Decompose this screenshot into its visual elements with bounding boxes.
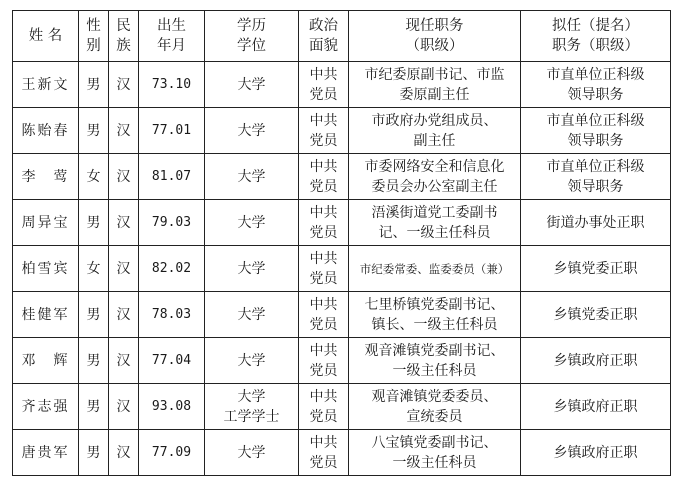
table-row	[13, 108, 671, 154]
cell-current-position: 观音滩镇党委委员、 宣统委员	[349, 384, 521, 430]
cell-politics: 中共 党员	[299, 292, 349, 338]
cell-politics: 中共 党员	[299, 246, 349, 292]
cell-proposed-position: 乡镇政府正职	[521, 384, 671, 430]
cell-birth: 81.07	[139, 154, 205, 200]
cell-current-position: 七里桥镇党委副书记、 镇长、一级主任科员	[349, 292, 521, 338]
cell-proposed-position: 市直单位正科级 领导职务	[521, 108, 671, 154]
cell-education: 大学	[205, 246, 299, 292]
cell-name: 齐志强	[13, 384, 79, 430]
table-row	[13, 246, 671, 292]
cell-gender: 男	[79, 200, 109, 246]
table-row	[13, 62, 671, 108]
header-education: 学历 学位	[205, 11, 299, 62]
cell-education: 大学	[205, 338, 299, 384]
cell-education: 大学	[205, 154, 299, 200]
cell-name: 王新文	[13, 62, 79, 108]
cell-proposed-position: 街道办事处正职	[521, 200, 671, 246]
cell-politics: 中共 党员	[299, 62, 349, 108]
cell-proposed-position: 乡镇政府正职	[521, 338, 671, 384]
cell-gender: 男	[79, 108, 109, 154]
cell-proposed-position: 乡镇党委正职	[521, 292, 671, 338]
table-row	[13, 384, 671, 430]
cell-name: 周异宝	[13, 200, 79, 246]
cell-name: 桂健军	[13, 292, 79, 338]
cell-name: 邓 辉	[13, 338, 79, 384]
cell-name: 陈贻春	[13, 108, 79, 154]
cell-current-position: 观音滩镇党委副书记、 一级主任科员	[349, 338, 521, 384]
cadre-table	[12, 10, 671, 476]
cell-name: 柏雪宾	[13, 246, 79, 292]
table-row	[13, 338, 671, 384]
cell-gender: 男	[79, 338, 109, 384]
header-politics: 政治 面貌	[299, 11, 349, 62]
cell-ethnicity: 汉	[109, 430, 139, 476]
cell-ethnicity: 汉	[109, 338, 139, 384]
cell-proposed-position: 市直单位正科级 领导职务	[521, 62, 671, 108]
header-proposed-position: 拟任（提名） 职务（职级）	[521, 11, 671, 62]
cell-education: 大学	[205, 108, 299, 154]
cell-gender: 男	[79, 292, 109, 338]
header-ethnicity: 民 族	[109, 11, 139, 62]
cell-birth: 82.02	[139, 246, 205, 292]
cell-politics: 中共 党员	[299, 108, 349, 154]
cell-proposed-position: 市直单位正科级 领导职务	[521, 154, 671, 200]
cell-gender: 女	[79, 246, 109, 292]
cell-education: 大学	[205, 292, 299, 338]
cell-current-position: 市委网络安全和信息化 委员会办公室副主任	[349, 154, 521, 200]
cell-birth: 78.03	[139, 292, 205, 338]
cell-education: 大学	[205, 430, 299, 476]
cell-gender: 男	[79, 62, 109, 108]
header-gender: 性 别	[79, 11, 109, 62]
cell-birth: 77.01	[139, 108, 205, 154]
table-row	[13, 430, 671, 476]
cell-current-position: 市纪委常委、监委委员（兼）	[349, 246, 521, 292]
cell-politics: 中共 党员	[299, 154, 349, 200]
header-birth: 出生 年月	[139, 11, 205, 62]
cadre-table-container	[12, 10, 670, 476]
cell-education: 大学	[205, 62, 299, 108]
cell-ethnicity: 汉	[109, 292, 139, 338]
cell-proposed-position: 乡镇党委正职	[521, 246, 671, 292]
cell-birth: 77.04	[139, 338, 205, 384]
cell-gender: 男	[79, 430, 109, 476]
cell-name: 唐贵军	[13, 430, 79, 476]
cell-birth: 79.03	[139, 200, 205, 246]
header-row	[13, 11, 671, 62]
cell-name: 李 莺	[13, 154, 79, 200]
cell-ethnicity: 汉	[109, 108, 139, 154]
cell-current-position: 浯溪街道党工委副书 记、一级主任科员	[349, 200, 521, 246]
cell-current-position: 八宝镇党委副书记、 一级主任科员	[349, 430, 521, 476]
cell-gender: 女	[79, 154, 109, 200]
cell-politics: 中共 党员	[299, 338, 349, 384]
cell-ethnicity: 汉	[109, 200, 139, 246]
cell-politics: 中共 党员	[299, 200, 349, 246]
cell-current-position: 市政府办党组成员、 副主任	[349, 108, 521, 154]
table-row	[13, 154, 671, 200]
table-row	[13, 292, 671, 338]
cell-gender: 男	[79, 384, 109, 430]
cell-ethnicity: 汉	[109, 246, 139, 292]
cell-ethnicity: 汉	[109, 62, 139, 108]
cell-birth: 93.08	[139, 384, 205, 430]
cell-education: 大学 工学学士	[205, 384, 299, 430]
cell-ethnicity: 汉	[109, 384, 139, 430]
cell-birth: 73.10	[139, 62, 205, 108]
cell-proposed-position: 乡镇政府正职	[521, 430, 671, 476]
cell-ethnicity: 汉	[109, 154, 139, 200]
cell-birth: 77.09	[139, 430, 205, 476]
cell-education: 大学	[205, 200, 299, 246]
cell-politics: 中共 党员	[299, 384, 349, 430]
table-body	[13, 62, 671, 476]
cell-current-position: 市纪委原副书记、市监 委原副主任	[349, 62, 521, 108]
table-row	[13, 200, 671, 246]
cell-politics: 中共 党员	[299, 430, 349, 476]
header-name: 姓 名	[13, 11, 79, 62]
header-current-position: 现任职务 （职级）	[349, 11, 521, 62]
